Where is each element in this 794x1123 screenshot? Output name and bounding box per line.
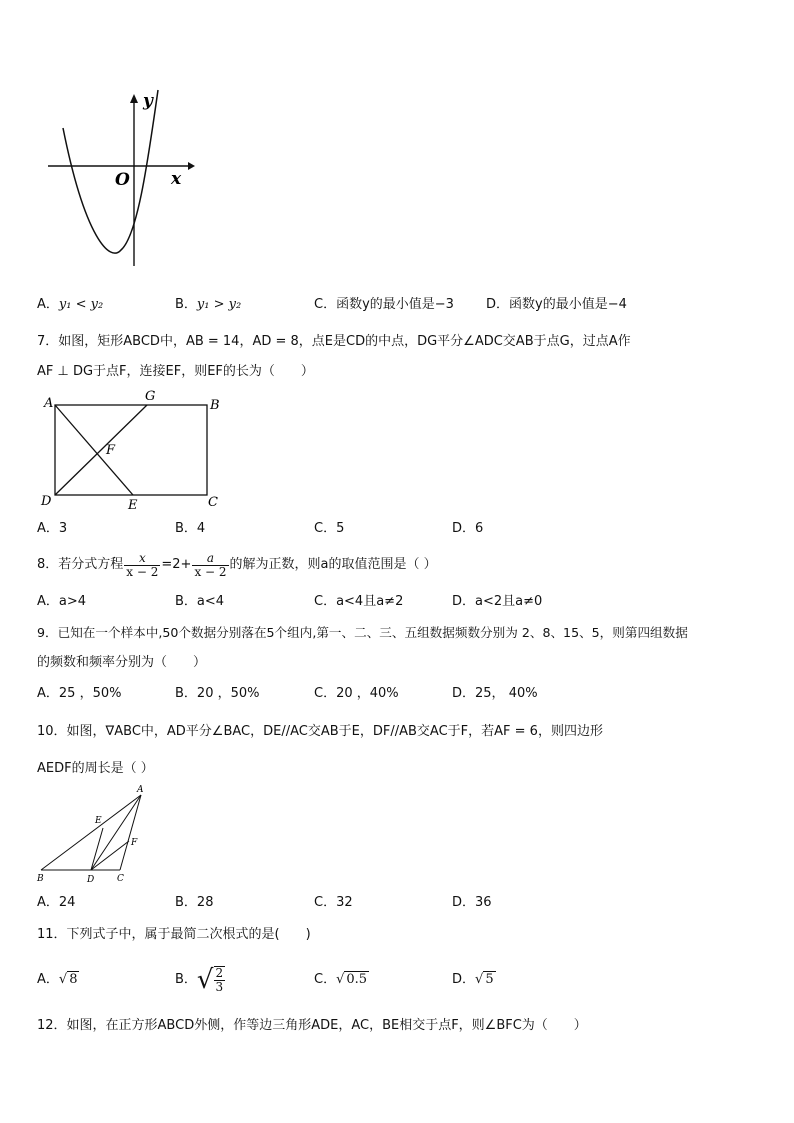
label-f: F — [106, 443, 116, 458]
q7-stem-line1: 7．如图，矩形ABCD中，AB = 14，AD = 8，点E是CD的中点，DG平分∠ADC交AB于点G，过点A作 — [37, 334, 631, 349]
parabola-curve — [63, 90, 158, 253]
parabola-graph — [45, 88, 195, 273]
segment-dg — [55, 405, 147, 495]
q10-stem-line1: 10．如图，∇ABC中，AD平分∠BAC，DE//AC交AB于E，DF//AB交AC于F，若AF = 6，则四边形 — [37, 724, 603, 739]
segment-df — [91, 841, 129, 870]
q6-option-a[interactable]: A．y₁ < y₂ — [37, 297, 104, 312]
q10-option-d[interactable]: D．36 — [452, 895, 492, 910]
x-axis-label: x — [171, 169, 182, 189]
q11-option-d[interactable]: D．√ 5 — [452, 972, 494, 987]
x-axis-arrow — [188, 162, 195, 170]
q8-stem: 8．若分式方程 $\frac{x}{x - 2}$ =2+ $\frac{a}{x - 2}$ 的解为正数，则a的取值范围是（ ） — [37, 550, 437, 579]
q9-stem-line1: 9．已知在一个样本中,50个数据分别落在5个组内,第一、二、三、五组数据频数分别为 2、8、15、5，则第四组数据 — [37, 625, 688, 640]
rectangle-figure — [38, 388, 223, 513]
sqrt-8: √ 8 — [58, 972, 78, 987]
sqrt-5: √ 5 — [475, 972, 494, 987]
sqrt-0-5: √ 0.5 — [336, 972, 368, 987]
q9-option-b[interactable]: B．20 ，50% — [175, 686, 260, 701]
q10-option-b[interactable]: B．28 — [175, 895, 214, 910]
q6-option-d[interactable]: D．函数y的最小值是−4 — [486, 297, 627, 312]
q10-option-c[interactable]: C．32 — [314, 895, 353, 910]
segment-ae — [55, 405, 133, 495]
q8-option-c[interactable]: C．a<4且a≠2 — [314, 594, 404, 609]
q7-option-d[interactable]: D．6 — [452, 521, 484, 536]
q11-option-b[interactable]: B． √ $\frac{2}{3}$ — [175, 957, 226, 1003]
q7-option-b[interactable]: B．4 — [175, 521, 206, 536]
q10-option-a[interactable]: A．24 — [37, 895, 76, 910]
q7-option-c[interactable]: C．5 — [314, 521, 345, 536]
q8-fraction-1: $\frac{x}{x - 2}$ — [126, 550, 159, 579]
q8-option-a[interactable]: A．a>4 — [37, 594, 87, 609]
origin-label: O — [115, 170, 130, 190]
label-e: E — [95, 816, 102, 826]
q6-option-b[interactable]: B．y₁ > y₂ — [175, 297, 242, 312]
segment-ba — [41, 795, 141, 870]
q8-option-b[interactable]: B．a<4 — [175, 594, 225, 609]
segment-ad — [91, 795, 141, 870]
label-b: B — [37, 874, 44, 884]
label-g: G — [145, 389, 156, 404]
q10-stem-line2: AEDF的周长是（ ） — [37, 761, 154, 776]
q9-stem-line2: 的频数和频率分别为（ ） — [37, 655, 207, 670]
q7-stem-line2: AF ⊥ DG于点F，连接EF，则EF的长为（ ） — [37, 364, 314, 379]
sqrt-two-thirds: √ $\frac{2}{3}$ — [196, 965, 224, 995]
q9-option-a[interactable]: A．25 ，50% — [37, 686, 122, 701]
label-a: A — [137, 785, 144, 795]
label-a: A — [44, 396, 54, 411]
label-c: C — [117, 874, 124, 884]
segment-de — [91, 828, 103, 870]
label-d: D — [41, 494, 52, 509]
y-axis-arrow — [130, 94, 138, 103]
q9-option-c[interactable]: C．20 ，40% — [314, 686, 399, 701]
q9-option-d[interactable]: D．25， 40% — [452, 686, 538, 701]
rectangle-abcd — [55, 405, 207, 495]
q7-option-a[interactable]: A．3 — [37, 521, 68, 536]
segment-ac — [120, 795, 141, 870]
q8-option-d[interactable]: D．a<2且a≠0 — [452, 594, 543, 609]
label-f: F — [131, 838, 138, 848]
label-b: B — [210, 398, 220, 413]
label-e: E — [128, 498, 138, 513]
q11-stem: 11．下列式子中，属于最简二次根式的是( ) — [37, 927, 311, 942]
label-c: C — [208, 495, 218, 510]
q11-option-a[interactable]: A．√ 8 — [37, 972, 78, 987]
q12-stem: 12．如图，在正方形ABCD外侧，作等边三角形ADE，AC，BE相交于点F，则∠BFC为（ ） — [37, 1018, 587, 1033]
q8-fraction-2: $\frac{a}{x - 2}$ — [194, 550, 227, 579]
y-axis-label: y — [143, 91, 153, 111]
triangle-figure — [33, 783, 153, 888]
label-d: D — [87, 875, 95, 885]
q6-option-c[interactable]: C．函数y的最小值是−3 — [314, 297, 454, 312]
q11-option-c[interactable]: C．√ 0.5 — [314, 972, 368, 987]
